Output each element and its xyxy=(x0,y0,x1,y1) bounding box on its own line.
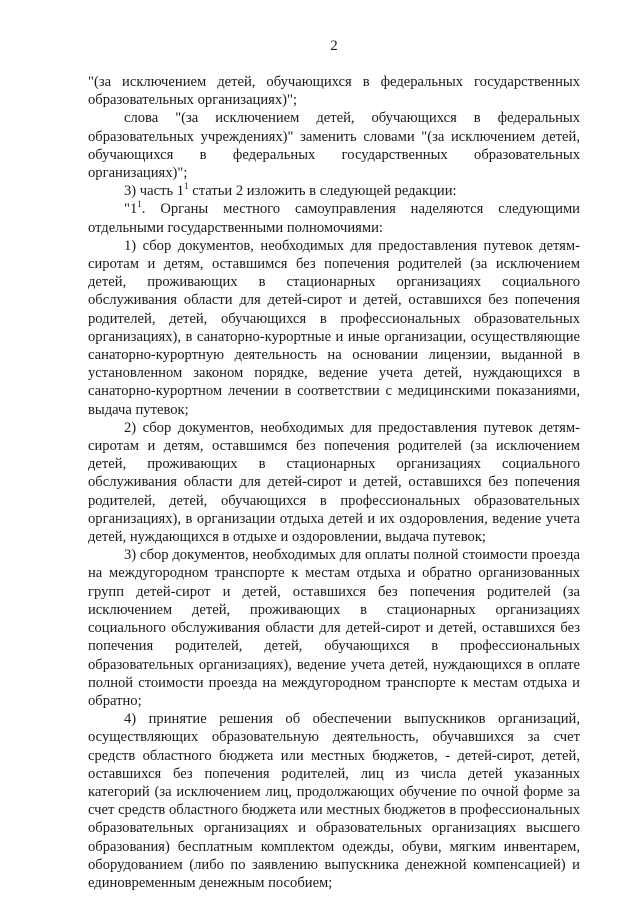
paragraph-1: "(за исключением детей, обучающихся в федеральных государственных образовательных организациях)"; xyxy=(88,74,580,109)
paragraph-item-4: 4) принятие решения об обеспечении выпускников организаций, осуществляющих образовательную деятельность, обучавшихся за счет средств областного бюджета или местных бюджетов, - детей-сирот, детей, оставшихся без попечения родителей, лиц из числа детей указанных категорий (за исключением лиц, продолжающих обучение по очной форме за счет средств областного бюджета или местных бюджетов в профессиональных образовательных организациях и образовательных организациях высшего образования) бесплатным комплектом одежды, обуви, мягким инвентарем, оборудованием (либо по заявлению выпускника денежной компенсацией) и единовременным денежным пособием; xyxy=(88,711,580,891)
paragraph-item-1: 1) сбор документов, необходимых для предоставления путевок детям-сиротам и детям, оставшимся без попечения родителей (за исключением детей, проживающих в стационарных организациях социального обслуживания области для детей-сирот и детей, оставшихся без попечения родителей, детей, обучающихся в профессиональных образовательных организациях), в санаторно-курортные и иные организации, осуществляющие санаторно-курортную деятельность на основании лицензии, выданной в установленном законом порядке, ведение учета детей, нуждающихся в санаторно-курортном лечении в соответствии с медицинскими показаниями, выдача путевок; xyxy=(88,237,580,418)
page-number: 2 xyxy=(330,38,338,54)
paragraph-item-3: 3) сбор документов, необходимых для оплаты полной стоимости проезда на междугородном транспорте к местам отдыха и обратно организованных групп детей-сирот и детей, оставшихся без попечения родителей (за исключением детей, проживающих в стационарных организациях социального обслуживания области для детей-сирот и детей, оставшихся без попечения родителей, детей, обучающихся в профессиональных образовательных организациях), ведение учета детей, нуждающихся в оплате полной стоимости проезда на междугородном транспорте к местам отдыха и обратно; xyxy=(88,547,580,709)
paragraph-item-2: 2) сбор документов, необходимых для предоставления путевок детям-сиротам и детям, оставшимся без попечения родителей (за исключением детей, проживающих в стационарных организациях социального обслуживания области для детей-сирот и детей, оставшихся без попечения родителей, детей, обучающихся в профессиональных образовательных организациях), в организации отдыха детей и их оздоровления, ведение учета детей, нуждающихся в отдыхе и оздоровлении, выдача путевок; xyxy=(88,419,580,546)
paragraph-2: слова "(за исключением детей, обучающихся в федеральных образовательных учреждениях)" заменить словами "(за исключением детей, обучающихся в федеральных государственных образовательных организациях)"; xyxy=(88,110,580,182)
paragraph-3-heading: 3) часть $1^1$ статьи 2 изложить в следующей редакции: xyxy=(124,181,457,200)
paragraph-article-1-1: "$1^1$. Органы местного самоуправления наделяются следующими отдельными государственными полномочиями: xyxy=(88,199,580,236)
